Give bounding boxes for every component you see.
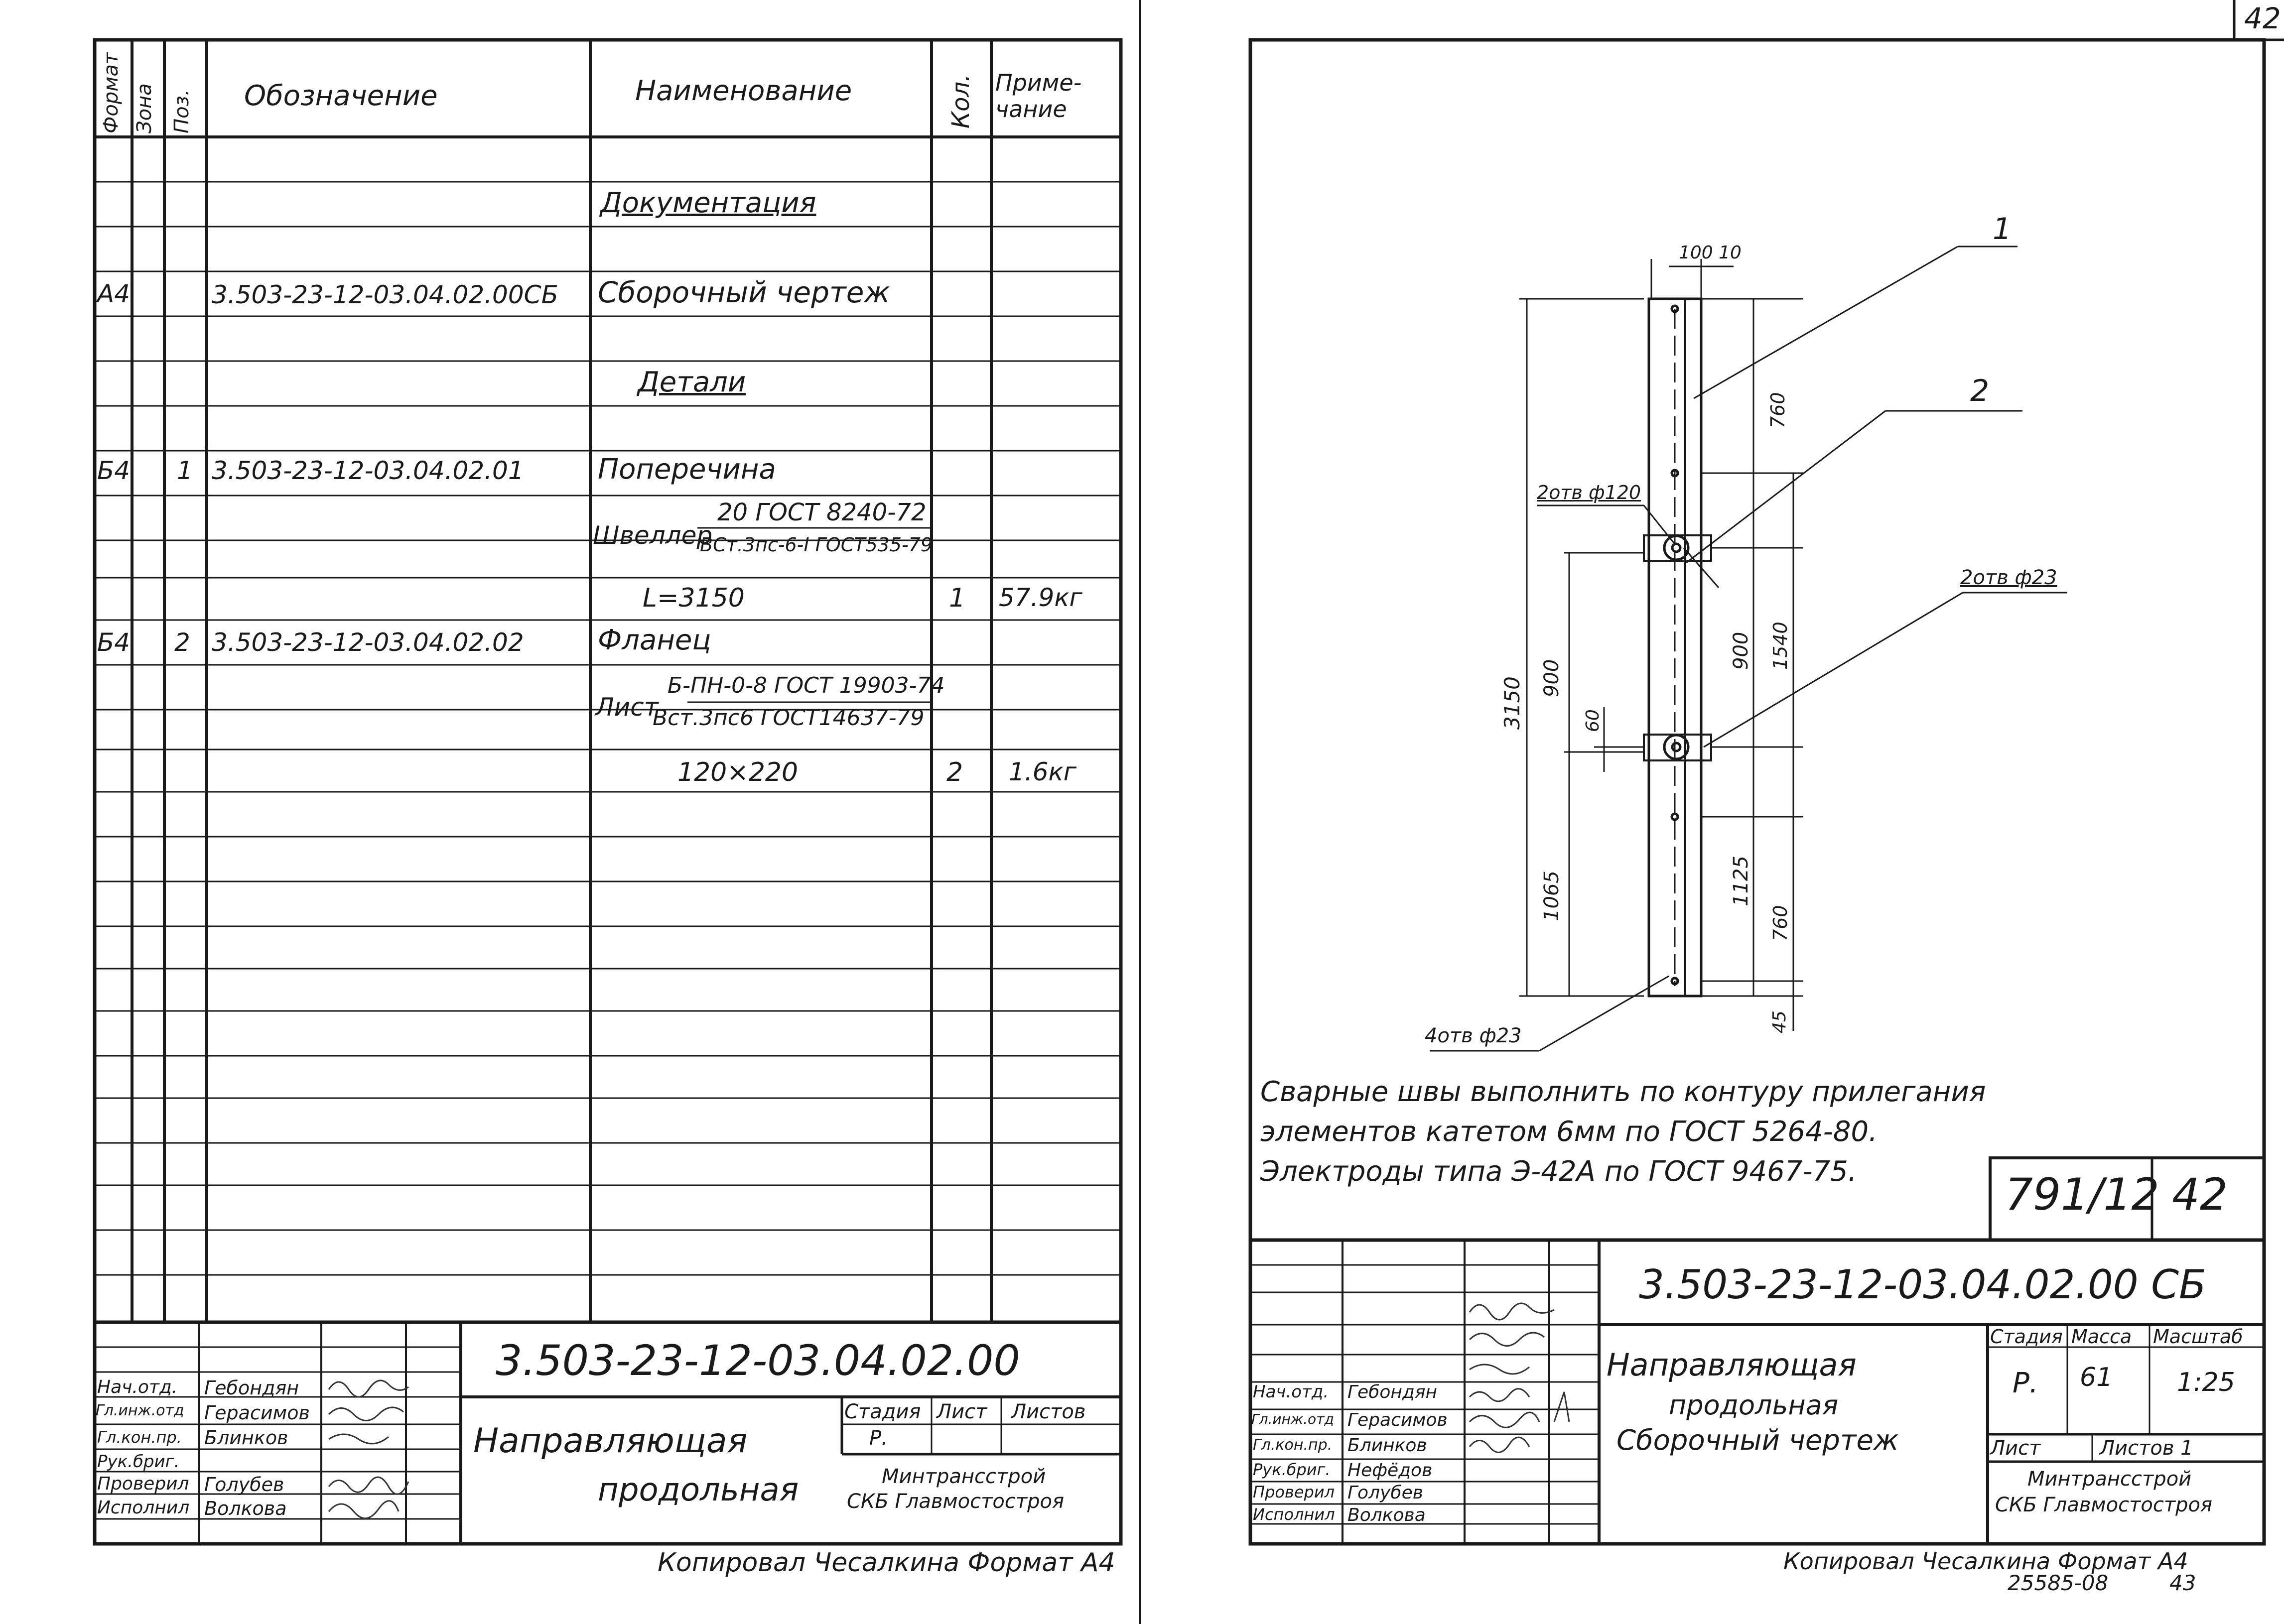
left-sheets-label: Листов [1011, 1400, 1086, 1423]
row2-pos: 1 [177, 456, 193, 485]
left-role-1: Гл.инж.отд [96, 1402, 184, 1419]
right-name-2: Блинков [1347, 1435, 1427, 1456]
left-role-0: Нач.отд. [97, 1377, 178, 1397]
right-role-5: Исполнил [1253, 1505, 1335, 1524]
right-footer-num: 25585-08 [2008, 1571, 2109, 1595]
row3-sub-top: Б-ПН-0-8 ГОСТ 19903-74 [668, 673, 945, 698]
left-role-3: Рук.бриг. [97, 1452, 180, 1472]
left-role-5: Исполнил [97, 1498, 190, 1518]
row2-sub-label: Швеллер [593, 521, 713, 550]
right-org-1: Минтрансстрой [2027, 1468, 2192, 1491]
row2-sub-top: 20 ГОСТ 8240-72 [717, 499, 927, 526]
header-designation: Обозначение [244, 80, 438, 112]
row3-sub-label: Лист [595, 693, 659, 722]
row3-format: Б4 [97, 628, 131, 657]
left-role-2: Гл.кон.пр. [97, 1428, 182, 1447]
page-corner-number: 42 [2244, 1, 2281, 35]
right-stamp-code: 3.503-23-12-03.04.02.00 СБ [1639, 1261, 2206, 1308]
dim-1125: 1125 [1730, 856, 1752, 906]
section-parts: Детали [638, 366, 746, 398]
right-sheets-label: Листов 1 [2100, 1437, 2193, 1460]
leader-1-label: 1 [1993, 212, 2012, 247]
row1-format: А4 [97, 279, 131, 308]
right-role-4: Проверил [1253, 1483, 1335, 1501]
row1-designation: 3.503-23-12-03.04.02.00СБ [212, 280, 558, 309]
left-org-2: СКБ Главмостостроя [847, 1490, 1065, 1513]
left-name-1: Герасимов [204, 1402, 310, 1424]
right-scale-value: 1:25 [2177, 1368, 2235, 1397]
right-scale-label: Масштаб [2153, 1326, 2243, 1348]
right-footer: Копировал Чесалкина Формат А4 [1783, 1548, 2188, 1575]
header-zone: Зона [133, 83, 156, 133]
right-name-5: Волкова [1347, 1505, 1426, 1525]
row2-designation: 3.503-23-12-03.04.02.01 [212, 456, 524, 485]
header-name: Наименование [635, 75, 852, 107]
note-line-2: элементов катетом 6мм по ГОСТ 5264-80. [1260, 1116, 1878, 1148]
hole-23-4-label: 4отв ф23 [1425, 1024, 1522, 1047]
left-stamp-title-2: продольная [598, 1472, 799, 1508]
right-name-3: Нефёдов [1347, 1460, 1433, 1481]
row2-sub-bottom: ВСт.3пс-6-I ГОСТ535-79 [700, 534, 933, 556]
left-stamp-code: 3.503-23-12-03.04.02.00 [496, 1336, 1020, 1385]
header-format: Формат [100, 52, 123, 133]
leader-2-label: 2 [1970, 374, 1990, 408]
dim-760-top: 760 [1767, 392, 1789, 428]
row1-name: Сборочный чертеж [598, 275, 890, 309]
right-footer-page: 43 [2169, 1571, 2196, 1595]
row2-format: Б4 [97, 456, 131, 485]
right-name-1: Герасимов [1347, 1410, 1448, 1430]
left-stage-value: Р. [869, 1427, 888, 1450]
right-box-num: 42 [2172, 1169, 2228, 1220]
header-qty: Кол. [947, 74, 975, 128]
left-org-1: Минтрансстрой [882, 1465, 1046, 1488]
right-stage-label: Стадия [1990, 1326, 2063, 1348]
dim-1065: 1065 [1540, 871, 1563, 921]
left-stage-label: Стадия [844, 1400, 921, 1423]
right-sheet-label: Лист [1990, 1437, 2041, 1460]
right-role-2: Гл.кон.пр. [1253, 1436, 1333, 1454]
dim-top: 100 10 [1679, 243, 1742, 263]
right-role-1: Гл.инж.отд [1251, 1411, 1334, 1427]
dim-900-right: 900 [1730, 631, 1752, 670]
row2-qty: 1 [949, 583, 966, 613]
row3-name: Фланец [598, 624, 711, 656]
row2-length: L=3150 [643, 583, 745, 613]
row3-size: 120×220 [677, 757, 799, 787]
hole-120-label: 2отв ф120 [1537, 482, 1641, 503]
right-role-3: Рук.бриг. [1253, 1460, 1331, 1479]
left-name-4: Голубев [204, 1474, 284, 1496]
dim-3150: 3150 [1500, 676, 1524, 730]
dim-60: 60 [1583, 709, 1603, 732]
left-footer: Копировал Чесалкина Формат А4 [658, 1548, 1115, 1578]
row3-note: 1.6кг [1009, 757, 1076, 786]
right-name-4: Голубев [1347, 1483, 1423, 1503]
dim-45: 45 [1769, 1010, 1790, 1033]
row2-name: Поперечина [598, 453, 776, 486]
dim-900-left: 900 [1540, 659, 1563, 697]
left-name-5: Волкова [204, 1498, 287, 1519]
right-stamp-title-2: продольная [1669, 1389, 1839, 1421]
row3-designation: 3.503-23-12-03.04.02.02 [212, 628, 524, 657]
hole-23-2-label: 2отв ф23 [1960, 566, 2057, 589]
section-documentation: Документация [600, 187, 816, 219]
note-line-3: Электроды типа Э-42А по ГОСТ 9467-75. [1260, 1155, 1857, 1188]
row2-note: 57.9кг [999, 583, 1082, 612]
left-stamp-title-1: Направляющая [473, 1421, 748, 1461]
left-role-4: Проверил [97, 1474, 189, 1494]
right-role-0: Нач.отд. [1253, 1382, 1329, 1402]
left-name-0: Гебондян [204, 1377, 299, 1399]
row3-qty: 2 [946, 757, 963, 787]
dim-1540: 1540 [1769, 622, 1791, 670]
right-box-code: 791/12 [2005, 1169, 2159, 1220]
note-line-1: Сварные швы выполнить по контуру прилегания [1260, 1076, 1986, 1108]
header-pos: Поз. [170, 89, 193, 133]
header-note: Приме- чание [995, 69, 1082, 123]
row3-sub-bottom: Вст.3пс6 ГОСТ14637-79 [653, 705, 925, 731]
right-mass-value: 61 [2080, 1363, 2113, 1392]
right-stage-value: Р. [2013, 1367, 2038, 1399]
right-org-2: СКБ Главмостостроя [1995, 1494, 2213, 1516]
right-mass-label: Масса [2071, 1326, 2132, 1348]
right-stamp-title-1: Направляющая [1607, 1347, 1857, 1383]
row3-pos: 2 [174, 628, 190, 657]
right-name-0: Гебондян [1347, 1382, 1438, 1402]
left-name-2: Блинков [204, 1427, 288, 1449]
right-stamp-title-3: Сборочный чертеж [1616, 1424, 1899, 1457]
left-sheet-label: Лист [937, 1400, 987, 1423]
dim-760-bot: 760 [1769, 905, 1791, 941]
